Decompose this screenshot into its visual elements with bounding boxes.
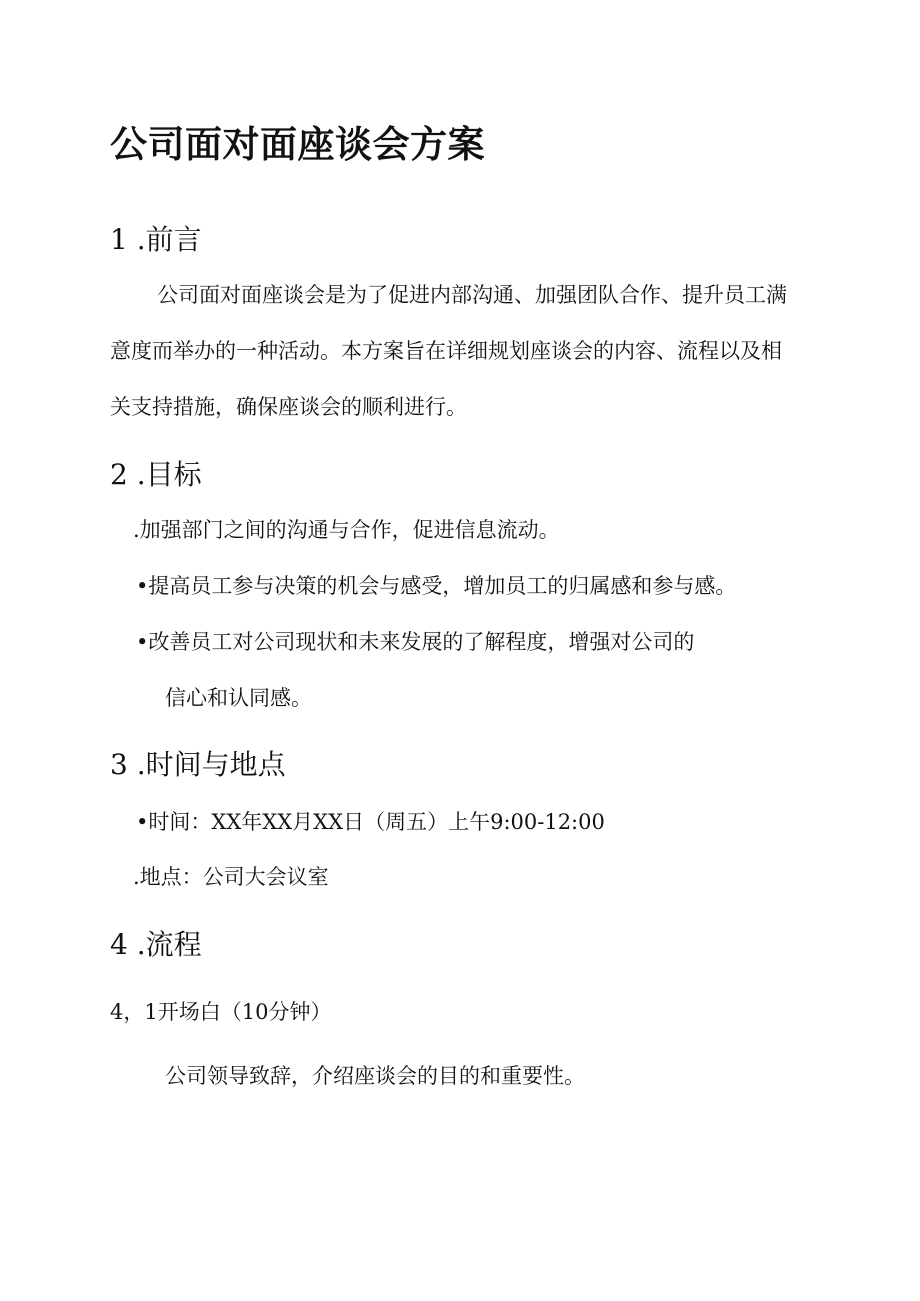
document-title: 公司面对面座谈会方案 — [110, 122, 485, 166]
section-heading-time-place: 3 .时间与地点 — [110, 748, 286, 781]
goal-item: .加强部门之间的沟通与合作，促进信息流动。 — [133, 518, 560, 542]
section-heading-goals: 2 .目标 — [110, 458, 202, 491]
preface-line: 公司面对面座谈会是为了促进内部沟通、加强团队合作、提升员工满 — [157, 283, 787, 307]
goal-item: •改善员工对公司现状和未来发展的了解程度，增强对公司的 — [136, 630, 695, 654]
section-heading-preface: 1 .前言 — [110, 223, 202, 256]
section-heading-process: 4 .流程 — [110, 928, 202, 961]
preface-line: 意度而举办的一种活动。本方案旨在详细规划座谈会的内容、流程以及相 — [110, 339, 782, 363]
goal-item: •提高员工参与决策的机会与感受，增加员工的归属感和参与感。 — [136, 574, 737, 598]
process-line: 公司领导致辞，介绍座谈会的目的和重要性。 — [165, 1064, 585, 1088]
process-subheading: 4，1开场白（10分钟） — [110, 1000, 332, 1024]
goal-item-continuation: 信心和认同感。 — [165, 686, 312, 710]
place-item: .地点：公司大会议室 — [133, 865, 329, 889]
time-item: •时间：XX年XX月XX日（周五）上午9:00-12:00 — [136, 810, 605, 834]
preface-line: 关支持措施，确保座谈会的顺利进行。 — [110, 395, 467, 419]
